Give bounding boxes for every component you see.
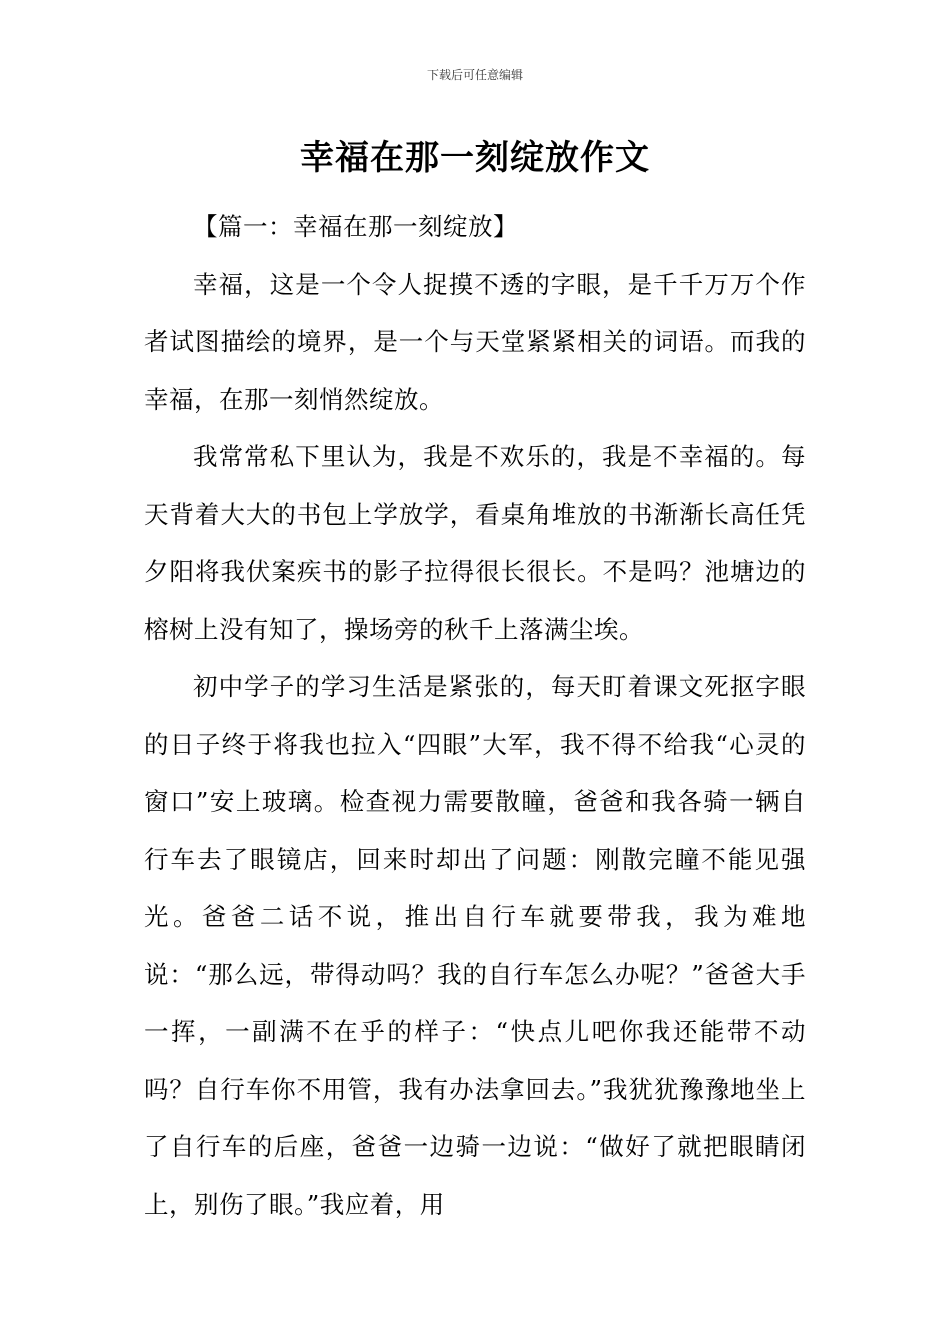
paragraph-3: 初中学子的学习生活是紧张的，每天盯着课文死抠字眼的日子终于将我也拉入“四眼”大军，我不得不给我“心灵的窗口”安上玻璃。检查视力需要散瞳，爸爸和我各骑一辆自行车去了眼镜店，回来时却出了问题：刚散完瞳不能见强光。爸爸二话不说，推出自行车就要带我，我为难地说：“那么远，带得动吗？我的自行车怎么办呢？”爸爸大手一挥，一副满不在乎的样子：“快点儿吧你我还能带不动吗？自行车你不用管，我有办法拿回去。”我犹犹豫豫地坐上了自行车的后座，爸爸一边骑一边说：“做好了就把眼睛闭上，别伤了眼。”我应着，用: [144, 672, 806, 1219]
paragraph-2: 我常常私下里认为，我是不欢乐的，我是不幸福的。每天背着大大的书包上学放学，看桌角堆放的书渐渐长高任凭夕阳将我伏案疾书的影子拉得很长很长。不是吗？池塘边的榕树上没有知了，操场旁的秋千上落满尘埃。: [144, 442, 806, 644]
document-title: 幸福在那一刻绽放作文: [300, 138, 650, 178]
header-note: 下载后可任意编辑: [426, 68, 523, 82]
document-body: [144, 198, 806, 1233]
paragraph-1: 幸福，这是一个令人捉摸不透的字眼，是千千万万个作者试图描绘的境界，是一个与天堂紧紧相关的词语。而我的幸福，在那一刻悄然绽放。: [144, 269, 806, 414]
section-heading: 【篇一：幸福在那一刻绽放】: [193, 212, 518, 241]
